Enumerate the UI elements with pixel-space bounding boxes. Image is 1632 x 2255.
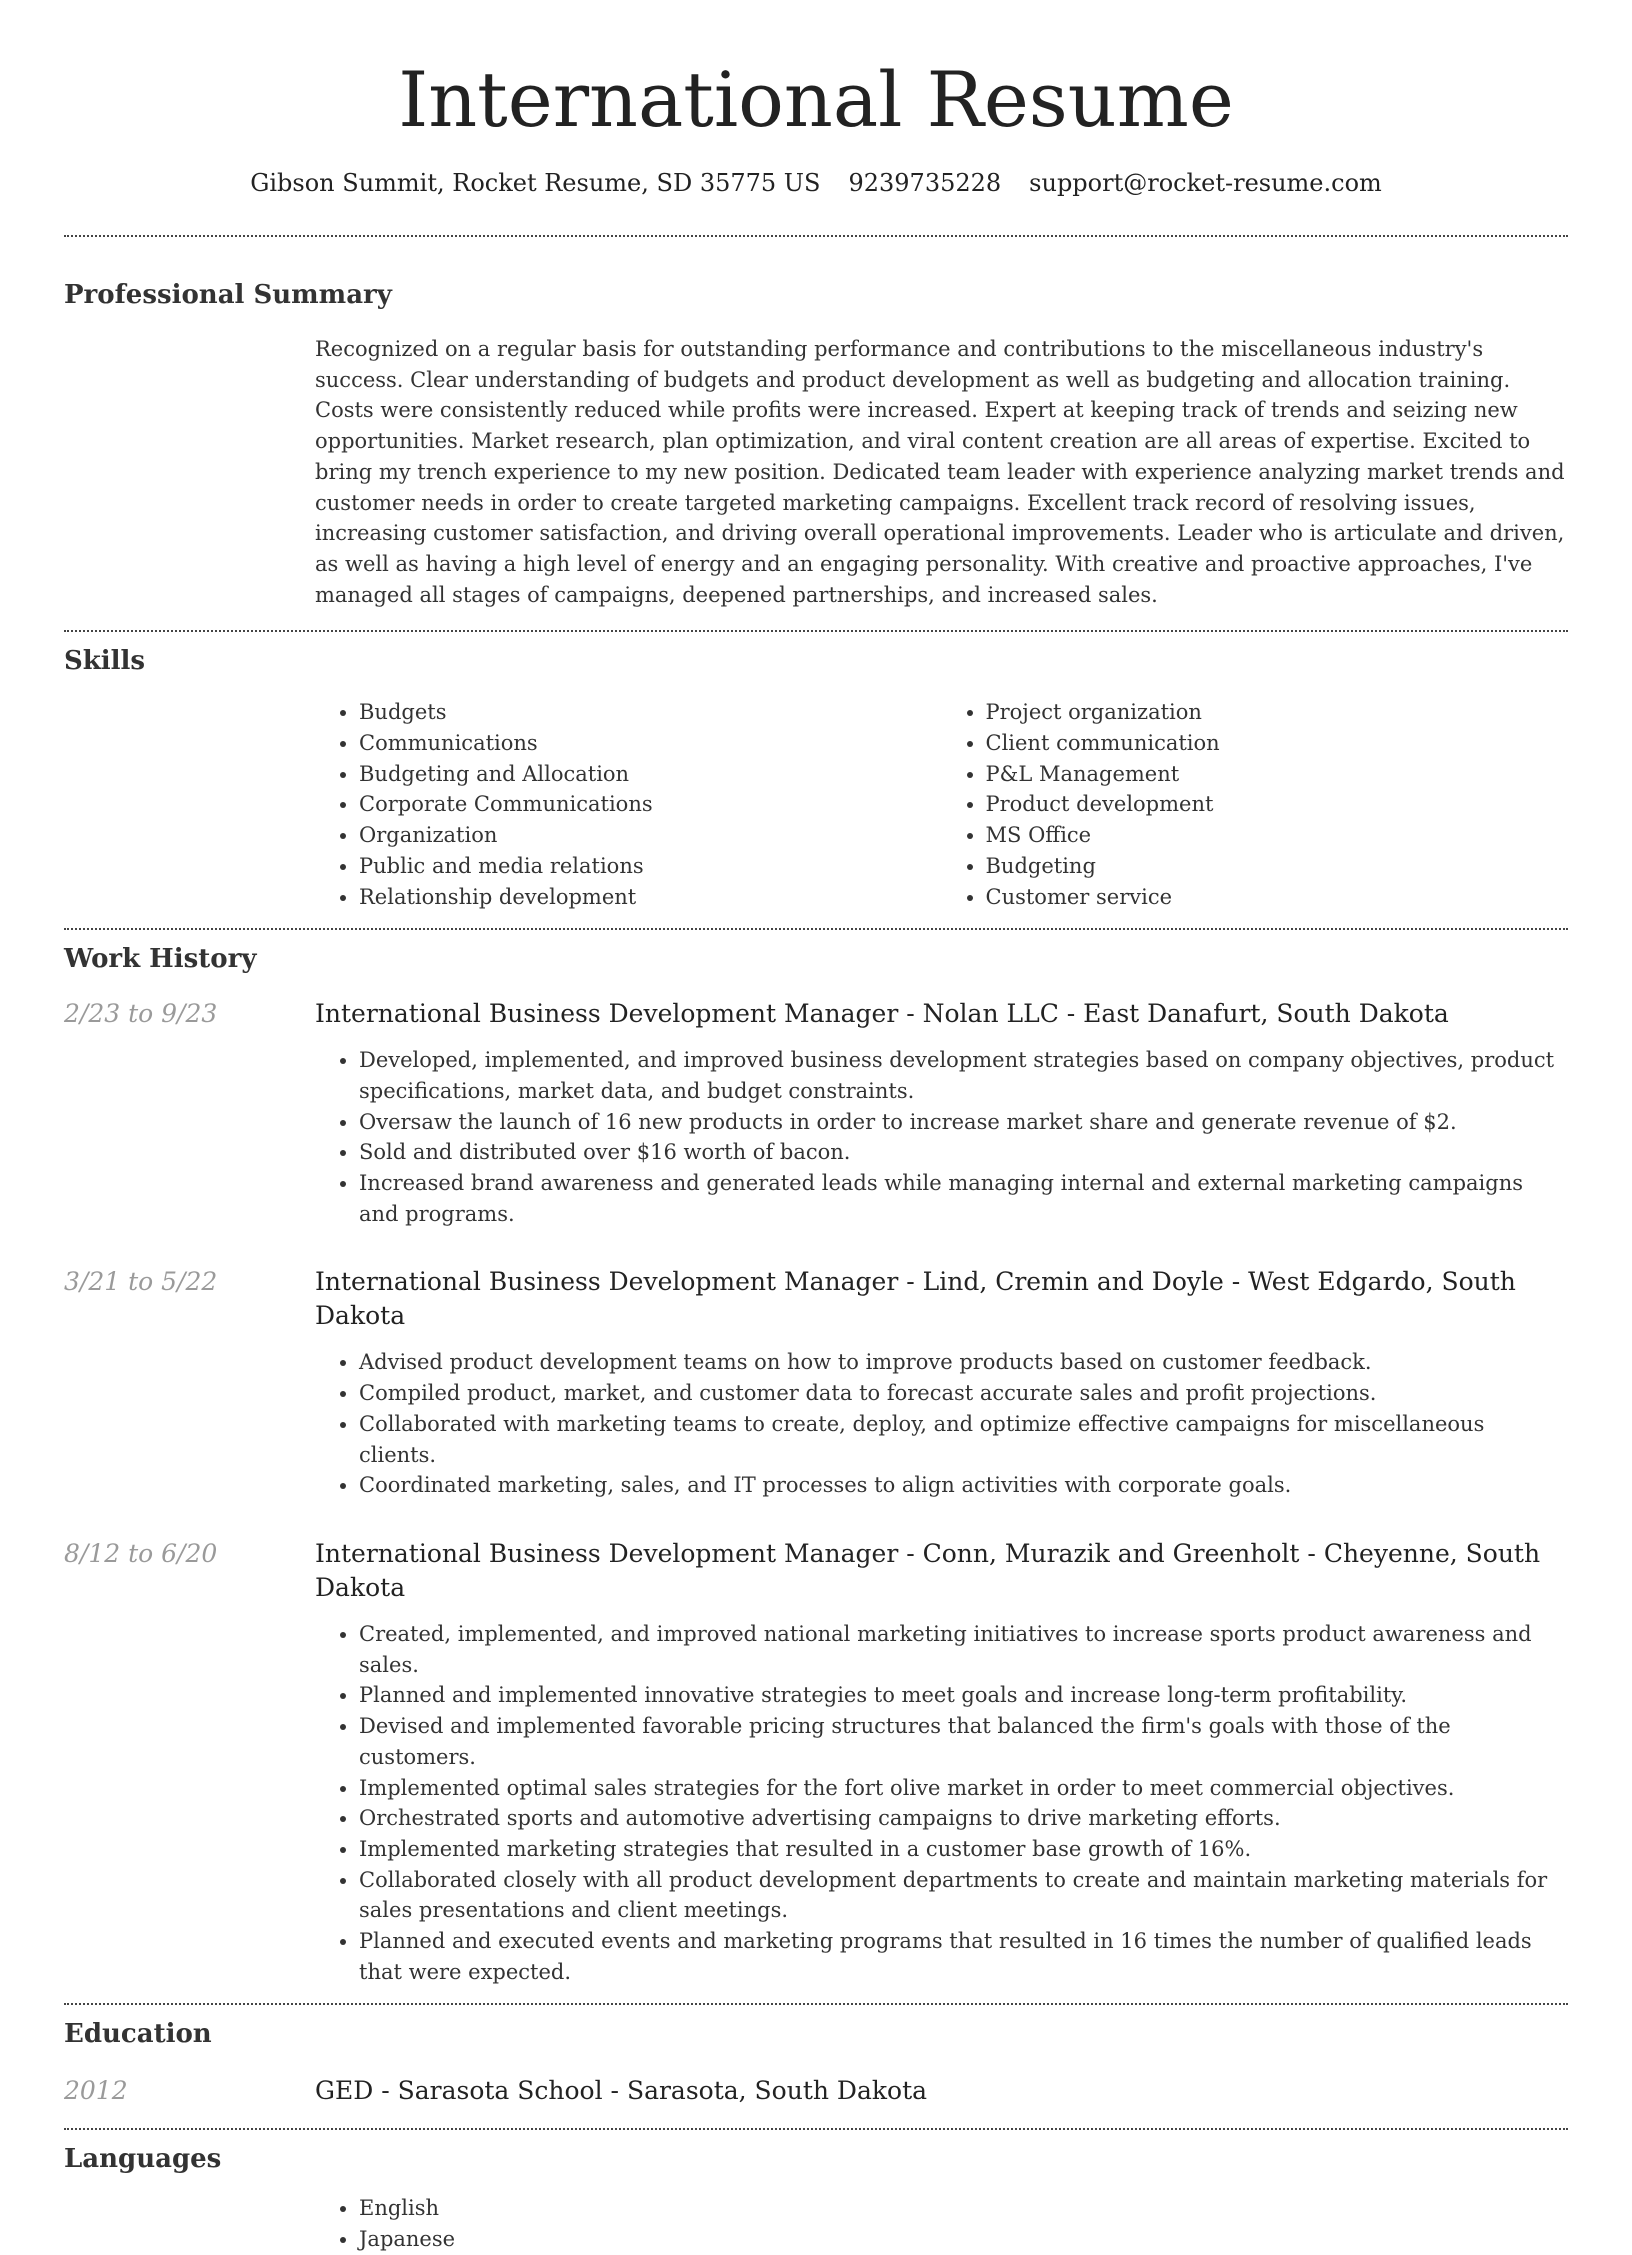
list-item: • Collaborated with marketing teams to create, deploy, and optimize effective campaigns for miscellaneous clients. — [359, 1409, 1568, 1470]
list-item: • Implemented marketing strategies that resulted in a customer base growth of 16%. — [359, 1834, 1568, 1865]
job-bullets — [315, 1347, 1568, 1501]
list-item: • Implemented optimal sales strategies for the fort olive market in order to meet commercial objectives. — [359, 1773, 1568, 1804]
job-date: 8/12 to 6/20 — [64, 1538, 218, 1568]
list-item: • Japanese — [359, 2224, 1568, 2255]
education-date: 2012 — [64, 2076, 128, 2106]
list-item: • Coordinated marketing, sales, and IT processes to align activities with corporate goals. — [359, 1470, 1568, 1501]
list-item: • Planned and executed events and marketing programs that resulted in 16 times the number of qualified leads that were expected. — [359, 1926, 1568, 1987]
section-title-work: Work History — [64, 944, 257, 975]
list-item: • Increased brand awareness and generated leads while managing internal and external marketing campaigns and programs. — [359, 1168, 1568, 1229]
list-item: • Orchestrated sports and automotive advertising campaigns to drive marketing efforts. — [359, 1803, 1568, 1834]
list-item: • Compiled product, market, and customer data to forecast accurate sales and profit projections. — [359, 1378, 1568, 1409]
list-item: • Budgets — [359, 697, 942, 728]
job-bullets — [315, 1619, 1568, 1987]
list-item: • Relationship development — [359, 882, 942, 913]
list-item: • Corporate Communications — [359, 789, 942, 820]
work-section — [64, 930, 1568, 1987]
list-item: • Oversaw the launch of 16 new products in order to increase market share and generate revenue of $2. — [359, 1107, 1568, 1138]
list-item: • Planned and implemented innovative strategies to meet goals and increase long-term profitability. — [359, 1680, 1568, 1711]
languages-list-wrap — [315, 2193, 1568, 2254]
skills-list-right — [942, 697, 1569, 912]
education-entry — [64, 2074, 1568, 2108]
list-item: • MS Office — [986, 820, 1569, 851]
contact-phone: 9239735228 — [848, 169, 1002, 197]
summary-text: Recognized on a regular basis for outstanding performance and contributions to the miscellaneous industry's success. Clear understanding of budgets and product development as well as budgeting and allocation training. Costs were consistently reduced while profits were increased. Expert at keeping track of trends and seizing new opportunities. Market research, plan optimization, and viral content creation are all areas of expertise. Excited to bring my trench experience to my new position. Dedicated team leader with experience analyzing market trends and customer needs in order to create targeted marketing campaigns. Excellent track record of resolving issues, increasing customer satisfaction, and driving overall operational improvements. Leader who is articulate and driven, as well as having a high level of energy and an engaging personality. With creative and proactive approaches, I've managed all stages of campaigns, deepened partnerships, and increased sales. — [315, 337, 1565, 607]
summary-section — [64, 237, 1568, 610]
list-item: • Budgeting and Allocation — [359, 759, 942, 790]
list-item: • Communications — [359, 728, 942, 759]
list-item: • Developed, implemented, and improved business development strategies based on company objectives, product specifications, market data, and budget constraints. — [359, 1045, 1568, 1106]
list-item: • Client communication — [986, 728, 1569, 759]
job-title: International Business Development Manager - Conn, Murazik and Greenholt - Cheyenne, South Dakota — [315, 1538, 1541, 1602]
skills-list-left — [315, 697, 942, 912]
job-entry — [64, 1265, 1568, 1501]
list-item: • Customer service — [986, 882, 1569, 913]
list-item: • Devised and implemented favorable pricing structures that balanced the firm's goals with those of the customers. — [359, 1711, 1568, 1772]
list-item: • Budgeting — [986, 851, 1569, 882]
languages-section — [64, 2130, 1568, 2254]
job-bullets — [315, 1045, 1568, 1229]
job-entry — [64, 1537, 1568, 1987]
list-item: • Advised product development teams on how to improve products based on customer feedback. — [359, 1347, 1568, 1378]
job-date: 2/23 to 9/23 — [64, 999, 218, 1029]
resume-header — [64, 0, 1568, 200]
education-title: GED - Sarasota School - Sarasota, South Dakota — [315, 2076, 928, 2106]
education-section — [64, 2005, 1568, 2108]
list-item: • Organization — [359, 820, 942, 851]
job-title: International Business Development Manager - Lind, Cremin and Doyle - West Edgardo, South Dakota — [315, 1267, 1516, 1331]
section-title-languages: Languages — [64, 2144, 222, 2175]
resume-page — [64, 0, 1568, 2255]
list-item: • Project organization — [986, 697, 1569, 728]
job-date: 3/21 to 5/22 — [64, 1267, 218, 1297]
section-title-education: Education — [64, 2019, 212, 2050]
section-title-skills: Skills — [64, 646, 146, 677]
list-item: • Collaborated closely with all product development departments to create and maintain marketing materials for sales presentations and client meetings. — [359, 1865, 1568, 1926]
candidate-name: International Resume — [398, 55, 1234, 144]
contact-email: support@rocket-resume.com — [1029, 169, 1382, 197]
contact-address: Gibson Summit, Rocket Resume, SD 35775 US — [250, 169, 821, 197]
list-item: • P&L Management — [986, 759, 1569, 790]
list-item: • Public and media relations — [359, 851, 942, 882]
languages-list — [315, 2193, 1568, 2254]
job-entry — [64, 997, 1568, 1229]
list-item: • Created, implemented, and improved national marketing initiatives to increase sports product awareness and sales. — [359, 1619, 1568, 1680]
section-title-summary: Professional Summary — [64, 280, 392, 310]
skills-grid — [315, 697, 1568, 912]
list-item: • English — [359, 2193, 1568, 2224]
list-item: • Sold and distributed over $16 worth of bacon. — [359, 1137, 1568, 1168]
list-item: • Product development — [986, 789, 1569, 820]
contact-line — [64, 166, 1568, 200]
job-title: International Business Development Manager - Nolan LLC - East Danafurt, South Dakota — [315, 999, 1449, 1029]
skills-section — [64, 632, 1568, 912]
